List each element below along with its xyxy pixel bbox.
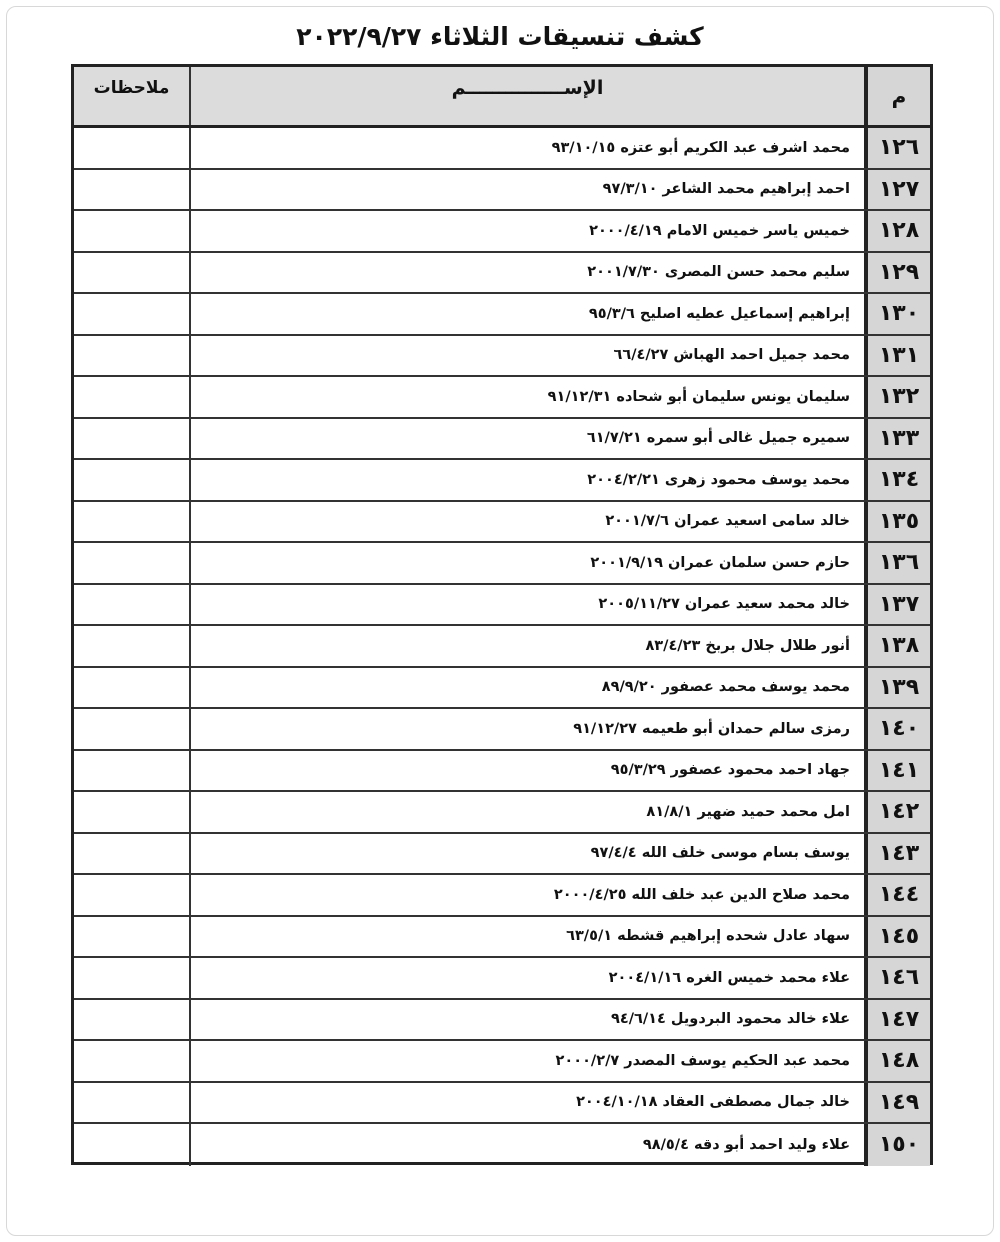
table-row xyxy=(74,917,930,959)
row-name: إبراهيم إسماعيل عطيه اصليح ٩٥/٣/٦ xyxy=(189,294,864,334)
row-notes xyxy=(74,1000,189,1040)
table-row xyxy=(74,543,930,585)
row-name: سهاد عادل شحده إبراهيم قشطه ٦٣/٥/١ xyxy=(189,917,864,957)
table-row xyxy=(74,460,930,502)
row-name: سميره جميل غالى أبو سمره ٦١/٧/٢١ xyxy=(189,419,864,459)
table-row xyxy=(74,336,930,378)
row-notes xyxy=(74,460,189,500)
table-row xyxy=(74,1124,930,1166)
table-row xyxy=(74,1083,930,1125)
row-number: ١٣١ xyxy=(864,336,930,376)
row-name: امل محمد حميد ضهير ٨١/٨/١ xyxy=(189,792,864,832)
row-notes xyxy=(74,875,189,915)
row-number: ١٢٩ xyxy=(864,253,930,293)
row-number: ١٣٦ xyxy=(864,543,930,583)
table-row xyxy=(74,668,930,710)
row-name: خالد جمال مصطفى العقاد ٢٠٠٤/١٠/١٨ xyxy=(189,1083,864,1123)
row-notes xyxy=(74,336,189,376)
row-name: سليمان يونس سليمان أبو شحاده ٩١/١٢/٣١ xyxy=(189,377,864,417)
row-name: حازم حسن سلمان عمران ٢٠٠١/٩/١٩ xyxy=(189,543,864,583)
row-name: علاء وليد احمد أبو دقه ٩٨/٥/٤ xyxy=(189,1124,864,1166)
row-notes xyxy=(74,751,189,791)
table-row xyxy=(74,875,930,917)
header-number: م xyxy=(864,67,930,125)
row-notes xyxy=(74,294,189,334)
table-row xyxy=(74,585,930,627)
row-number: ١٢٧ xyxy=(864,170,930,210)
row-number: ١٣٣ xyxy=(864,419,930,459)
row-notes xyxy=(74,377,189,417)
row-notes xyxy=(74,585,189,625)
row-number: ١٤٦ xyxy=(864,958,930,998)
row-number: ١٣٥ xyxy=(864,502,930,542)
row-number: ١٣٩ xyxy=(864,668,930,708)
row-notes xyxy=(74,253,189,293)
row-name: محمد يوسف محمد عصفور ٨٩/٩/٢٠ xyxy=(189,668,864,708)
row-number: ١٣٢ xyxy=(864,377,930,417)
row-number: ١٤٨ xyxy=(864,1041,930,1081)
row-name: محمد جميل احمد الهباش ٦٦/٤/٢٧ xyxy=(189,336,864,376)
row-name: خالد محمد سعيد عمران ٢٠٠٥/١١/٢٧ xyxy=(189,585,864,625)
row-name: سليم محمد حسن المصرى ٢٠٠١/٧/٣٠ xyxy=(189,253,864,293)
row-name: خالد سامى اسعيد عمران ٢٠٠١/٧/٦ xyxy=(189,502,864,542)
header-name: الإســـــــــــــــم xyxy=(189,67,864,125)
row-name: جهاد احمد محمود عصفور ٩٥/٣/٢٩ xyxy=(189,751,864,791)
table-row xyxy=(74,751,930,793)
row-name: محمد يوسف محمود زهرى ٢٠٠٤/٢/٢١ xyxy=(189,460,864,500)
row-name: محمد عبد الحكيم يوسف المصدر ٢٠٠٠/٢/٧ xyxy=(189,1041,864,1081)
row-notes xyxy=(74,502,189,542)
table-row xyxy=(74,1041,930,1083)
row-name: علاء خالد محمود البردويل ٩٤/٦/١٤ xyxy=(189,1000,864,1040)
row-notes xyxy=(74,709,189,749)
table-row xyxy=(74,377,930,419)
row-number: ١٥٠ xyxy=(864,1124,930,1166)
row-notes xyxy=(74,1124,189,1166)
row-number: ١٢٨ xyxy=(864,211,930,251)
table-row xyxy=(74,419,930,461)
row-number: ١٣٧ xyxy=(864,585,930,625)
row-name: محمد اشرف عبد الكريم أبو عتزه ٩٣/١٠/١٥ xyxy=(189,128,864,168)
row-name: أنور طلال جلال بربخ ٨٣/٤/٢٣ xyxy=(189,626,864,666)
row-number: ١٣٠ xyxy=(864,294,930,334)
row-notes xyxy=(74,792,189,832)
table-row xyxy=(74,170,930,212)
row-notes xyxy=(74,419,189,459)
table-body xyxy=(74,128,930,1166)
row-notes xyxy=(74,668,189,708)
row-number: ١٣٤ xyxy=(864,460,930,500)
table-row xyxy=(74,1000,930,1042)
row-notes xyxy=(74,958,189,998)
row-notes xyxy=(74,834,189,874)
table-row xyxy=(74,253,930,295)
table-row xyxy=(74,211,930,253)
table-row xyxy=(74,626,930,668)
table-row xyxy=(74,502,930,544)
names-table xyxy=(71,64,933,1165)
table-header-row xyxy=(74,67,930,128)
row-notes xyxy=(74,626,189,666)
row-number: ١٤٧ xyxy=(864,1000,930,1040)
row-number: ١٤٩ xyxy=(864,1083,930,1123)
table-row xyxy=(74,709,930,751)
table-row xyxy=(74,294,930,336)
row-name: احمد إبراهيم محمد الشاعر ٩٧/٣/١٠ xyxy=(189,170,864,210)
row-notes xyxy=(74,543,189,583)
row-notes xyxy=(74,128,189,168)
row-number: ١٤٣ xyxy=(864,834,930,874)
row-number: ١٤٥ xyxy=(864,917,930,957)
row-number: ١٤٠ xyxy=(864,709,930,749)
row-number: ١٤٢ xyxy=(864,792,930,832)
row-number: ١٣٨ xyxy=(864,626,930,666)
row-name: خميس ياسر خميس الامام ٢٠٠٠/٤/١٩ xyxy=(189,211,864,251)
table-row xyxy=(74,958,930,1000)
page-title: كشف تنسيقات الثلاثاء ٢٠٢٢/٩/٢٧ xyxy=(296,22,704,51)
row-number: ١٤٤ xyxy=(864,875,930,915)
row-name: علاء محمد خميس الغره ٢٠٠٤/١/١٦ xyxy=(189,958,864,998)
table-row xyxy=(74,128,930,170)
row-notes xyxy=(74,211,189,251)
row-notes xyxy=(74,917,189,957)
row-notes xyxy=(74,170,189,210)
table-row xyxy=(74,834,930,876)
row-notes xyxy=(74,1083,189,1123)
row-name: محمد صلاح الدين عبد خلف الله ٢٠٠٠/٤/٢٥ xyxy=(189,875,864,915)
header-notes: ملاحظات xyxy=(74,67,189,125)
row-number: ١٤١ xyxy=(864,751,930,791)
row-name: يوسف بسام موسى خلف الله ٩٧/٤/٤ xyxy=(189,834,864,874)
row-name: رمزى سالم حمدان أبو طعيمه ٩١/١٢/٢٧ xyxy=(189,709,864,749)
row-notes xyxy=(74,1041,189,1081)
table-row xyxy=(74,792,930,834)
row-number: ١٢٦ xyxy=(864,128,930,168)
